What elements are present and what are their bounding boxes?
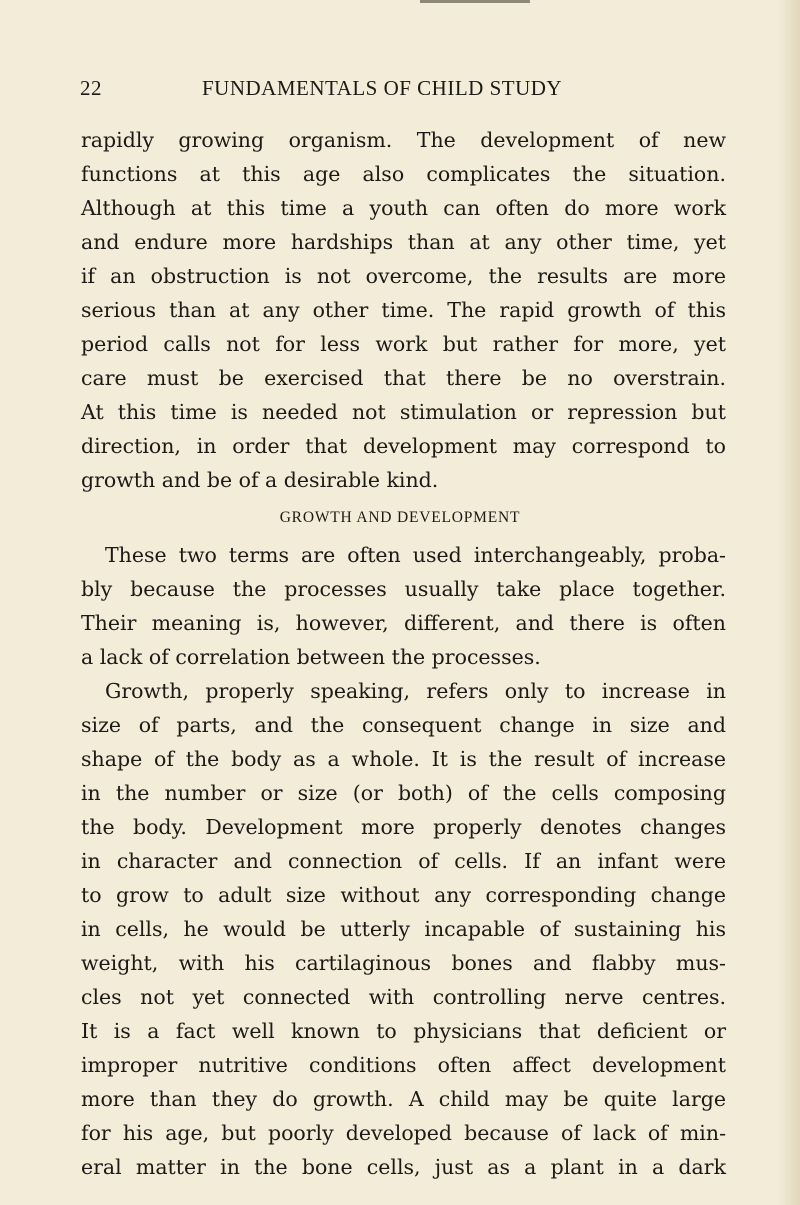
text-line: size of parts, and the consequent change in size and <box>81 713 726 737</box>
text-line: Growth, properly speaking, refers only to increase in <box>105 679 726 703</box>
text-line: weight, with his cartilaginous bones and flabby mus- <box>81 951 726 975</box>
text-line: direction, in order that development may correspond to <box>81 434 726 458</box>
text-line: to grow to adult size without any corresponding change <box>81 883 726 907</box>
top-edge-mark <box>420 0 530 3</box>
running-head <box>80 76 720 106</box>
text-line: Although at this time a youth can often do more work <box>81 196 726 220</box>
text-line: It is a fact well known to physicians that deficient or <box>81 1019 726 1043</box>
text-line: in character and connection of cells. If an infant were <box>81 849 726 873</box>
text-line: rapidly growing organism. The development of new <box>81 128 726 152</box>
text-line: if an obstruction is not overcome, the results are more <box>81 264 726 288</box>
text-line: These two terms are often used interchangeably, proba- <box>105 543 726 567</box>
text-line: more than they do growth. A child may be quite large <box>81 1087 726 1111</box>
running-title: FUNDAMENTALS OF CHILD STUDY <box>202 76 563 100</box>
text-line: care must be exercised that there be no overstrain. <box>81 366 726 390</box>
text-line: serious than at any other time. The rapid growth of this <box>81 298 726 322</box>
text-line: Their meaning is, however, different, and there is often <box>81 611 726 635</box>
page-number: 22 <box>80 76 102 100</box>
section-heading: GROWTH AND DEVELOPMENT <box>279 509 521 526</box>
text-line: cles not yet connected with controlling nerve centres. <box>81 985 726 1009</box>
text-line: shape of the body as a whole. It is the result of increase <box>81 747 726 771</box>
text-line: a lack of correlation between the processes. <box>81 645 541 669</box>
text-line: in cells, he would be utterly incapable of sustaining his <box>81 917 726 941</box>
text-line: the body. Development more properly denotes changes <box>81 815 726 839</box>
text-line: eral matter in the bone cells, just as a plant in a dark <box>81 1155 726 1179</box>
text-line: bly because the processes usually take place together. <box>81 577 726 601</box>
text-line: growth and be of a desirable kind. <box>81 468 439 492</box>
text-line: for his age, but poorly developed because of lack of min- <box>81 1121 726 1145</box>
text-line: period calls not for less work but rather for more, yet <box>81 332 726 356</box>
text-line: in the number or size (or both) of the cells composing <box>81 781 726 805</box>
text-line: At this time is needed not stimulation or repression but <box>81 400 726 424</box>
text-line: improper nutritive conditions often affect development <box>81 1053 726 1077</box>
text-line: and endure more hardships than at any other time, yet <box>81 230 726 254</box>
text-line: functions at this age also complicates the situation. <box>81 162 726 186</box>
page-edge-shadow <box>778 0 800 1205</box>
